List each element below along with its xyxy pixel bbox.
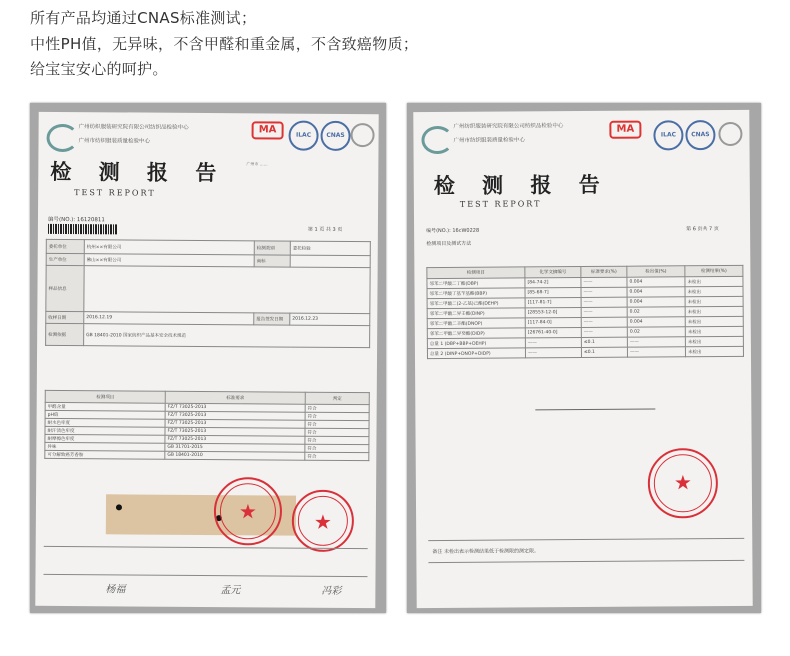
divider (428, 538, 744, 541)
result-header: 检测项目 (45, 390, 165, 403)
table-cell: 未检出 (685, 306, 743, 316)
address-block: 广州市 …… (246, 161, 268, 167)
table-cell: —— (627, 347, 685, 357)
result-cell: 可分解致癌芳香胺 (45, 450, 165, 459)
result-cell: 符合 (305, 428, 369, 436)
report-title: 检 测 报 告 (433, 171, 610, 199)
result-cell: 异味 (45, 442, 165, 451)
signature: 孟元 (220, 585, 241, 597)
red-stamp-seal-icon: ★ (292, 490, 354, 552)
report-paper-right (413, 110, 752, 608)
table-cell: 未检出 (685, 296, 743, 306)
table-cell: 邻苯二甲酸二异癸酯(DIDP) (427, 328, 525, 339)
info-cell: 收样日期 (46, 311, 84, 323)
table-header: 检出值(%) (627, 266, 685, 277)
info-cell (290, 255, 370, 268)
info-cell: 报告签发日期 (254, 313, 290, 325)
result-cell: GB 31701-2015 (165, 443, 305, 452)
info-cell: 检测依据 (46, 323, 84, 345)
table-header: 检测结果(%) (685, 265, 743, 276)
table-cell: 总量 1 (DBP+BBP+DEHP) (427, 338, 525, 349)
table-cell: 邻苯二甲酸二辛酯(DNOP) (427, 318, 525, 329)
table-header: 化学文摘编号 (525, 267, 581, 278)
table-cell: 总量 2 (DINP+DNOP+DIDP) (427, 348, 525, 359)
table-cell: 未检出 (685, 316, 743, 326)
table-cell: 0.004 (627, 287, 685, 297)
info-cell: 杭州××有限公司 (84, 240, 254, 255)
info-cell: 2016.12.23 (290, 313, 370, 326)
report-number: 编号(NO.): 16cW0228 (426, 227, 480, 235)
table-cell: —— (581, 327, 627, 337)
table-cell: [84-74-2] (525, 278, 581, 288)
divider (43, 574, 367, 577)
table-cell: —— (581, 297, 627, 307)
table-cell: 邻苯二甲酸二(2-乙基)己酯(DEHP) (427, 298, 525, 309)
result-cell: GB 18401-2010 (165, 451, 305, 460)
test-report-photo-left (30, 103, 386, 613)
divider (428, 560, 744, 563)
result-cell: 符合 (305, 452, 369, 460)
table-header: 检测项目 (427, 267, 525, 279)
info-cell: 样品信息 (46, 265, 84, 311)
table-cell: —— (581, 277, 627, 287)
table-cell: [117-84-0] (525, 318, 581, 328)
result-header: 判定 (305, 392, 369, 404)
result-cell: 符合 (305, 444, 369, 452)
ilac-cert-icon: ILAC (288, 121, 318, 151)
sample-info-cell (84, 266, 370, 314)
table-cell: 0.02 (627, 307, 685, 317)
table-cell: 邻苯二甲酸二丁酯(DBP) (427, 278, 525, 289)
info-cell: 生产单位 (46, 253, 84, 265)
table-cell: 0.004 (627, 277, 685, 287)
result-cell: 耐水色牢度 (45, 418, 165, 427)
info-cell: 2016.12.19 (84, 312, 254, 325)
red-stamp-seal-icon: ★ (648, 448, 718, 518)
table-cell: 邻苯二甲酸丁基苄基酯(BBP) (427, 288, 525, 299)
page-indicator: 第 1 页 共 3 页 (307, 226, 343, 233)
info-table (45, 239, 371, 348)
red-stamp-seal-icon: ★ (214, 477, 282, 545)
result-cell: 符合 (305, 436, 369, 444)
result-cell: FZ/T 73025-2013 (165, 427, 305, 436)
end-line (535, 408, 655, 410)
org-name: 广州纺织服装研究院有限公司纺织品检验中心 (453, 123, 564, 130)
table-cell: [26761-40-0] (525, 328, 581, 338)
org-name-2: 广州市纺织服装质量检验中心 (78, 138, 151, 145)
report-number: 编号(NO.): 16120811 (47, 216, 105, 224)
cnas-cert-icon: CNAS (685, 120, 715, 150)
remark-note: 备注 未检出表示检测结果低于检测限的测定限。 (432, 548, 539, 556)
info-cell: 商标 (254, 255, 290, 267)
table-cell: —— (525, 338, 581, 348)
table-cell: —— (581, 317, 627, 327)
result-cell: 符合 (305, 420, 369, 428)
table-cell: [85-68-7] (525, 288, 581, 298)
result-cell: 耐摩擦色牢度 (45, 434, 165, 443)
phthalate-table (426, 265, 744, 359)
cert-badge-icon (718, 122, 742, 146)
institute-logo-icon (421, 126, 453, 154)
result-cell: FZ/T 73025-2013 (165, 435, 305, 444)
table-cell: 未检出 (685, 276, 743, 286)
org-name: 广州纺织服装研究院有限公司纺织品检验中心 (78, 124, 189, 131)
info-cell: 委托检验 (290, 241, 370, 256)
signature: 冯彩 (321, 585, 342, 597)
table-cell: —— (627, 337, 685, 347)
info-cell: 委托单位 (46, 239, 84, 253)
table-cell: 未检出 (685, 326, 743, 336)
table-cell: ≤0.1 (581, 337, 627, 347)
result-cell: 符合 (305, 412, 369, 420)
info-cell: GB 18401-2010 国家纺织产品基本安全技术规范 (84, 324, 370, 348)
table-cell: —— (581, 287, 627, 297)
table-cell: 0.004 (627, 317, 685, 327)
table-header: 标准要求(%) (581, 266, 627, 277)
result-cell: 符合 (305, 404, 369, 412)
table-cell: 0.004 (627, 297, 685, 307)
table-cell: 未检出 (685, 336, 743, 346)
table-cell: ≤0.1 (581, 347, 627, 357)
signature: 杨福 (105, 584, 126, 596)
table-cell: [117-81-7] (525, 298, 581, 308)
table-cell: 0.02 (627, 327, 685, 337)
page-indicator: 第 6 页共 7 页 (686, 226, 719, 233)
result-cell: FZ/T 73025-2013 (165, 411, 305, 420)
cnas-cert-icon: CNAS (320, 121, 350, 151)
report-subtitle: TEST REPORT (74, 188, 156, 198)
ilac-cert-icon: ILAC (653, 120, 683, 150)
info-cell: 佛山××有限公司 (84, 254, 254, 267)
intro-text (30, 6, 418, 83)
table-cell: 未检出 (685, 286, 743, 296)
intro-line-2: 中性PH值，无异味，不含甲醛和重金属，不含致癌物质； (30, 34, 419, 53)
table-cell: [28553-12-0] (525, 308, 581, 318)
table-cell: —— (525, 348, 581, 358)
result-table (44, 390, 369, 461)
institute-logo-icon (46, 124, 78, 152)
report-title: 检 测 报 告 (50, 158, 227, 186)
punch-hole (116, 504, 122, 510)
cma-seal-icon: MA (252, 121, 284, 139)
barcode (48, 224, 118, 234)
result-header: 标准要求 (165, 391, 305, 404)
table-cell: —— (581, 307, 627, 317)
report-subtitle: TEST REPORT (459, 199, 542, 209)
table-cell: 邻苯二甲酸二异壬酯(DINP) (427, 308, 525, 319)
cert-badge-icon (350, 123, 374, 147)
result-cell: 耐汗渍色牢度 (45, 426, 165, 435)
org-name-2: 广州市纺织服装质量检验中心 (453, 137, 526, 144)
section-title: 检测项目及测试方法 (426, 240, 472, 248)
table-cell: 未检出 (685, 346, 743, 356)
result-cell: 甲醛含量 (45, 402, 165, 411)
cma-seal-icon: MA (609, 121, 641, 139)
intro-line-3: 给宝宝安心的呵护。 (30, 60, 168, 78)
report-paper-left (35, 112, 378, 608)
intro-line-1: 所有产品均通过CNAS标准测试； (30, 9, 257, 27)
info-cell: 检测类别 (254, 241, 290, 255)
result-cell: pH值 (45, 410, 165, 419)
result-cell: FZ/T 73025-2013 (165, 419, 305, 428)
result-cell: FZ/T 73025-2013 (165, 403, 305, 412)
test-report-photo-right (407, 103, 761, 613)
